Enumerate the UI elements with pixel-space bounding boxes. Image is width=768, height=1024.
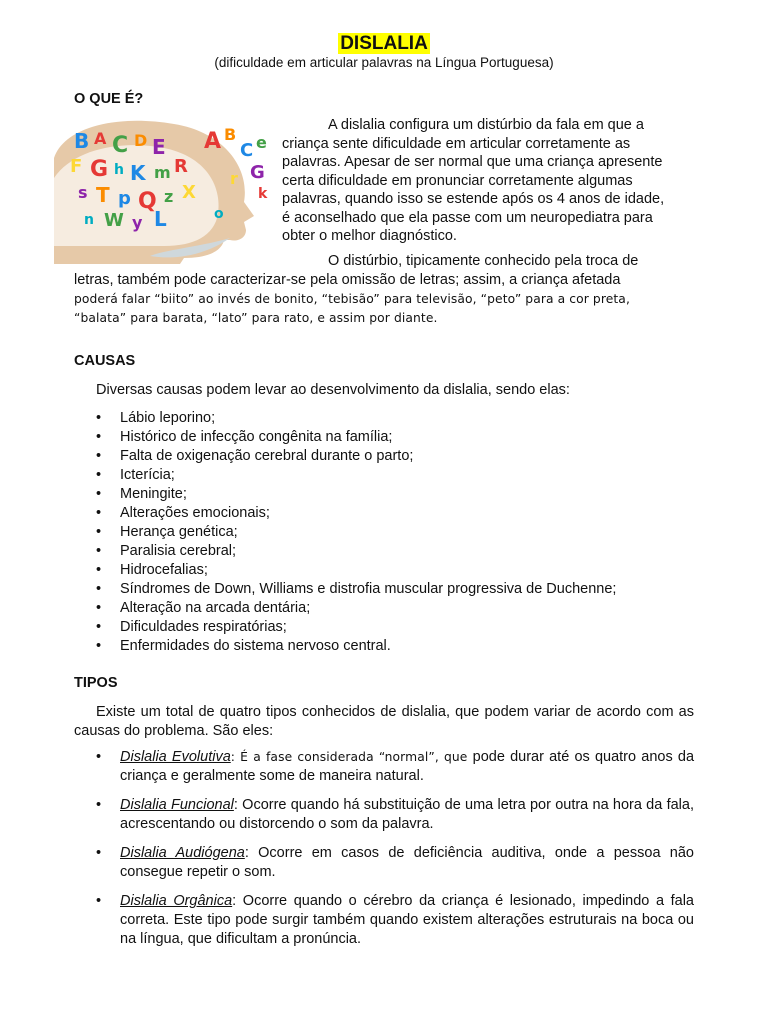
text-line: palavras. Apesar de ser normal que uma criança apresente [282,154,663,170]
text-line: obter o melhor diagnóstico. [282,228,457,244]
svg-text:A: A [204,129,222,154]
list-item: • Síndromes de Down, Williams e distrofia muscular progressiva de Duchenne; [74,580,616,599]
svg-text:W: W [104,210,124,231]
list-item: • Dificuldades respiratórias; [74,618,616,637]
svg-text:r: r [230,169,238,188]
svg-text:E: E [152,135,166,159]
svg-text:R: R [174,156,188,177]
svg-text:K: K [130,161,146,185]
svg-text:y: y [132,213,143,232]
svg-text:X: X [182,182,196,203]
tipos-list [74,748,694,959]
tipos-intro: Existe um total de quatro tipos conhecidos de dislalia, que podem variar de acordo com as causas do problema. São eles: [74,704,694,739]
svg-text:n: n [84,212,94,228]
desc: : Ocorre quando o cérebro da criança é lesionado, impedindo a fala correta. Este tipo pode surgir também quando existem alterações estruturais na boca ou na língua, que dificultam a pronúncia. [120,893,694,947]
text-line: é aconselhado que ela passe com um neuropediatra para [282,209,653,226]
svg-text:s: s [78,183,88,202]
section1-paragraph1 [282,116,694,246]
svg-text:p: p [118,188,131,209]
document-title: DISLALIA [340,33,428,54]
list-item: • Alterações emocionais; [74,504,616,523]
desc-part: : É a fase considerada “normal”, que [230,750,468,764]
desc: pode durar até os quatro anos da criança e geralmente some de maneira natural. [120,749,695,784]
term: Dislalia Orgânica [120,893,233,909]
document-subtitle: (dificuldade em articular palavras na Língua Portuguesa) [214,55,554,70]
list-item: • Herança genética; [74,523,616,542]
svg-text:k: k [258,186,268,202]
desc: : Ocorre em casos de deficiência auditiva, onde a pessoa não consegue repetir o som. [120,845,694,880]
desc: : Ocorre quando há substituição de uma letra por outra na hora da fala, acrescentando ou distorcendo o som da palavra. [120,797,694,832]
term: Dislalia Audiógena [120,845,245,861]
causas-list [74,409,616,656]
list-item: • Paralisia cerebral; [74,542,616,561]
svg-text:A: A [94,129,107,148]
list-item-dislalia-organica [74,892,694,949]
svg-text:h: h [114,162,124,178]
term: Dislalia Funcional [120,797,234,813]
text-line: A dislalia configura um distúrbio da fala em que a [328,117,644,133]
svg-text:m: m [154,163,171,182]
svg-text:L: L [154,207,167,231]
text-line: criança sente dificuldade em articular corretamente as [282,135,631,152]
svg-text:B: B [224,125,237,144]
section-heading-tipos: TIPOS [74,675,118,691]
section1-paragraph2-line1: O distúrbio, tipicamente conhecido pela troca de [328,253,639,269]
section1-paragraph2-line2: letras, também pode caracterizar-se pela omissão de letras; assim, a criança afetada [74,272,621,288]
list-item: • Histórico de infecção congênita na família; [74,428,616,447]
list-item: • Meningite; [74,485,616,504]
svg-text:B: B [74,129,90,153]
term: Dislalia Evolutiva [120,749,231,765]
svg-text:C: C [240,140,254,161]
list-item: • Icterícia; [74,466,616,485]
svg-text:e: e [256,133,267,152]
section1-paragraph2-line3: poderá falar “biito” ao invés de bonito, “tebisão” para televisão, “peto” para a cor preta, [74,292,630,306]
section-heading-causas: CAUSAS [74,353,136,369]
svg-text:T: T [96,183,110,207]
list-item: • Hidrocefalias; [74,561,616,580]
svg-text:Q: Q [138,189,157,214]
list-item: • Enfermidades do sistema nervoso central. [74,637,616,656]
svg-text:o: o [214,206,224,222]
svg-text:F: F [70,156,83,177]
text-line: palavras, quando isso se estende após os 4 anos de idade, [282,191,665,207]
list-item: • Falta de oxigenação cerebral durante o parto; [74,447,616,466]
text-line: certa dificuldade em pronunciar corretamente algumas [282,172,633,189]
head-with-letters-illustration [54,118,270,264]
svg-text:z: z [164,187,174,206]
list-item: • Alteração na arcada dentária; [74,599,616,618]
list-item-dislalia-audiogena [74,844,694,882]
list-item-dislalia-evolutiva [74,748,694,786]
svg-text:G: G [250,162,265,183]
section1-paragraph2-line4: “balata” para barata, “lato” para rato, e assim por diante. [74,311,438,325]
svg-text:D: D [134,131,148,150]
svg-text:C: C [112,133,129,158]
list-item: • Lábio leporino; [74,409,616,428]
causas-intro: Diversas causas podem levar ao desenvolvimento da dislalia, sendo elas: [96,382,570,398]
svg-text:G: G [90,157,109,182]
section-heading-o-que-e: O QUE É? [74,91,144,107]
list-item-dislalia-funcional [74,796,694,834]
